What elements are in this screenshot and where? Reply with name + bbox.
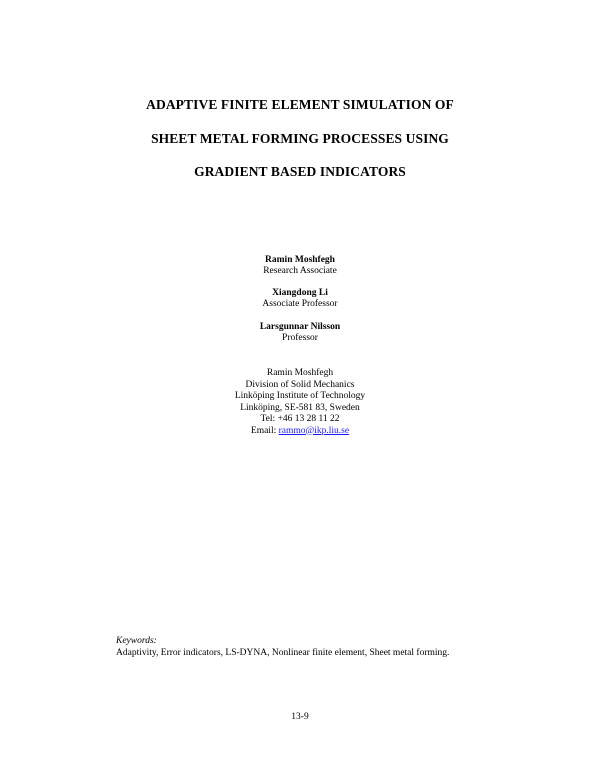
keywords-section: [116, 636, 449, 659]
contact-address: [0, 368, 600, 437]
author-role: Professor: [282, 333, 318, 343]
author-name: Larsgunnar Nilsson: [259, 322, 341, 332]
author-role: Associate Professor: [262, 299, 338, 309]
address-institute: Linköping Institute of Technology: [234, 391, 366, 401]
address-tel: Tel: +46 13 28 11 22: [260, 414, 340, 424]
author-2: [0, 288, 600, 310]
author-3: [0, 322, 600, 344]
author-role: Research Associate: [263, 266, 337, 276]
email-label: Email:: [250, 425, 279, 436]
address-department: Division of Solid Mechanics: [245, 379, 355, 390]
page-number: 13-9: [291, 712, 309, 722]
title-line-1: ADAPTIVE FINITE ELEMENT SIMULATION OF: [146, 97, 454, 112]
keywords-label: Keywords:: [116, 636, 157, 646]
title-line-2: SHEET METAL FORMING PROCESSES USING: [151, 131, 449, 146]
title-line-3: GRADIENT BASED INDICATORS: [194, 164, 406, 179]
author-name: Xiangdong Li: [272, 288, 328, 298]
email-link[interactable]: rammo@ikp.liu.se: [278, 425, 350, 436]
author-name: Ramin Moshfegh: [265, 255, 335, 265]
address-email-line: [0, 426, 600, 438]
author-1: [0, 255, 600, 277]
address-city: Linköping, SE-581 83, Sweden: [240, 402, 360, 413]
address-name: Ramin Moshfegh: [266, 368, 334, 378]
keywords-text: Adaptivity, Error indicators, LS-DYNA, Nonlinear finite element, Sheet metal forming.: [116, 647, 450, 658]
